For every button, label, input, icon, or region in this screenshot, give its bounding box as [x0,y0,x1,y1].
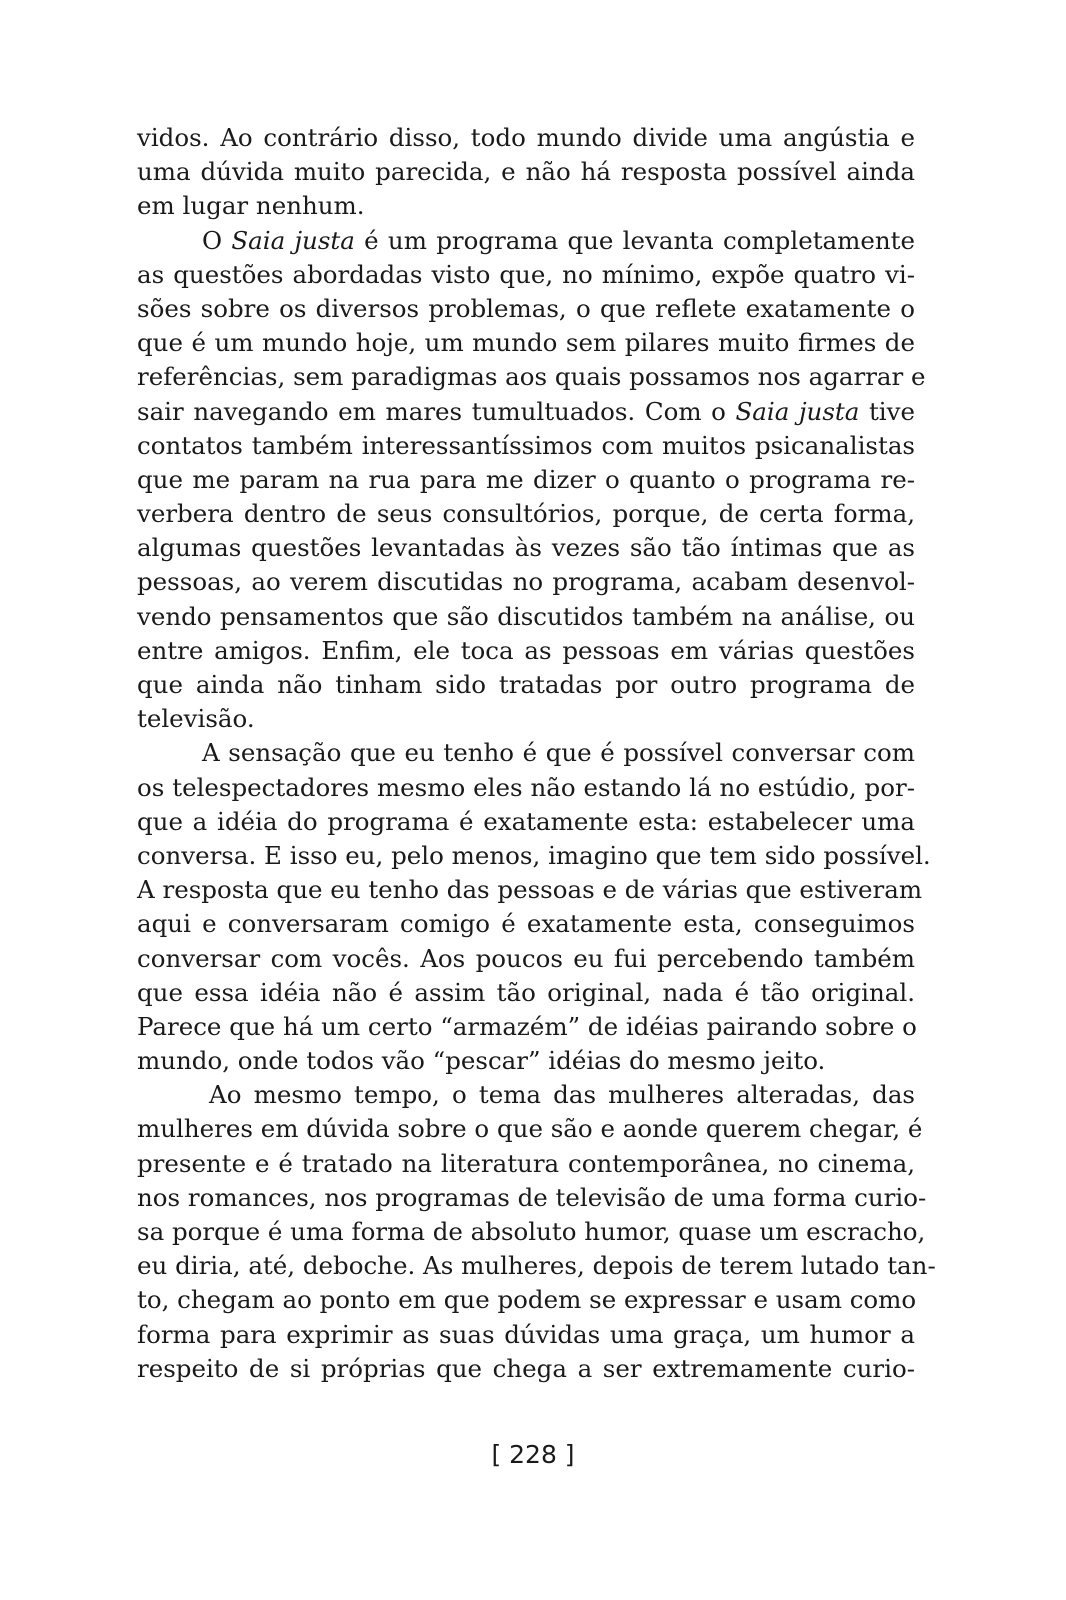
text-line: verbera dentro de seus consultórios, porque, de certa forma, [137,499,915,529]
text-line: que essa idéia não é assim tão original, nada é tão original. [137,977,915,1007]
program-title: Saia justa [231,225,355,255]
program-title: Saia justa [735,396,860,426]
text-line: aqui e conversaram comigo é exatamente esta, conseguimos [137,909,915,939]
text-line: que ainda não tinham sido tratadas por outro programa de [137,670,915,699]
text-line: mulheres em dúvida sobre o que são e aonde querem chegar, é [137,1114,923,1144]
body-text [137,121,936,1386]
paragraph [137,1078,936,1386]
text-line: forma para exprimir as suas dúvidas uma graça, um humor a [137,1319,915,1349]
text-line: algumas questões levantadas às vezes são tão íntimas que as [137,533,915,563]
text-line: em lugar nenhum. [137,191,365,221]
text-line: contatos também interessantíssimos com muitos psicanalistas [137,430,915,460]
text-line: sair navegando em mares tumultuados. Com o Saia justa tive [137,396,915,426]
text-line: vidos. Ao contrário disso, todo mundo divide uma angústia e [137,123,915,152]
text-line: que é um mundo hoje, um mundo sem pilares muito firmes de [137,328,915,358]
text-line: referências, sem paradigmas aos quais possamos nos agarrar e [137,362,926,392]
text-line: nos romances, nos programas de televisão de uma forma curio- [137,1182,927,1212]
paragraph [137,121,915,224]
text-line: vendo pensamentos que são discutidos também na análise, ou [137,601,915,631]
text-line: conversar com vocês. Aos poucos eu fui percebendo também [137,943,915,973]
text-line: eu diria, até, deboche. As mulheres, depois de terem lutado tan- [137,1251,936,1281]
text-line: presente e é tratado na literatura contemporânea, no cinema, [137,1148,915,1178]
text-line: entre amigos. Enfim, ele toca as pessoas em várias questões [137,635,915,665]
text-line: A resposta que eu tenho das pessoas e de várias que estiveram [137,875,923,905]
paragraph [137,736,931,1078]
text-line: conversa. E isso eu, pelo menos, imagino que tem sido possível. [137,840,931,870]
text-line: uma dúvida muito parecida, e não há resposta possível ainda [137,157,915,187]
text-line: sões sobre os diversos problemas, o que reflete exatamente o [137,293,915,323]
text-line: as questões abordadas visto que, no mínimo, expõe quatro vi- [137,259,915,289]
text-line: mundo, onde todos vão “pescar” idéias do mesmo jeito. [137,1046,826,1076]
text-line: que a idéia do programa é exatamente esta: estabelecer uma [137,806,915,836]
text-line: pessoas, ao verem discutidas no programa, acabam desenvol- [137,567,915,597]
text-line: que me param na rua para me dizer o quanto o programa re- [137,464,915,494]
paragraph [137,224,926,737]
text-line: respeito de si próprias que chega a ser extremamente curio- [137,1353,915,1383]
page-number: [ 228 ] [491,1440,575,1469]
text-line: Parece que há um certo “armazém” de idéias pairando sobre o [137,1011,917,1041]
text-line: O Saia justa é um programa que levanta completamente [202,225,915,255]
text-line: A sensação que eu tenho é que é possível conversar com [202,738,915,768]
text-line: os telespectadores mesmo eles não estando lá no estúdio, por- [137,772,915,802]
text-line: televisão. [137,704,255,734]
text-line: sa porque é uma forma de absoluto humor, quase um escracho, [137,1217,926,1246]
text-line: Ao mesmo tempo, o tema das mulheres alteradas, das [209,1080,915,1110]
text-line: to, chegam ao ponto em que podem se expressar e usam como [137,1285,917,1315]
